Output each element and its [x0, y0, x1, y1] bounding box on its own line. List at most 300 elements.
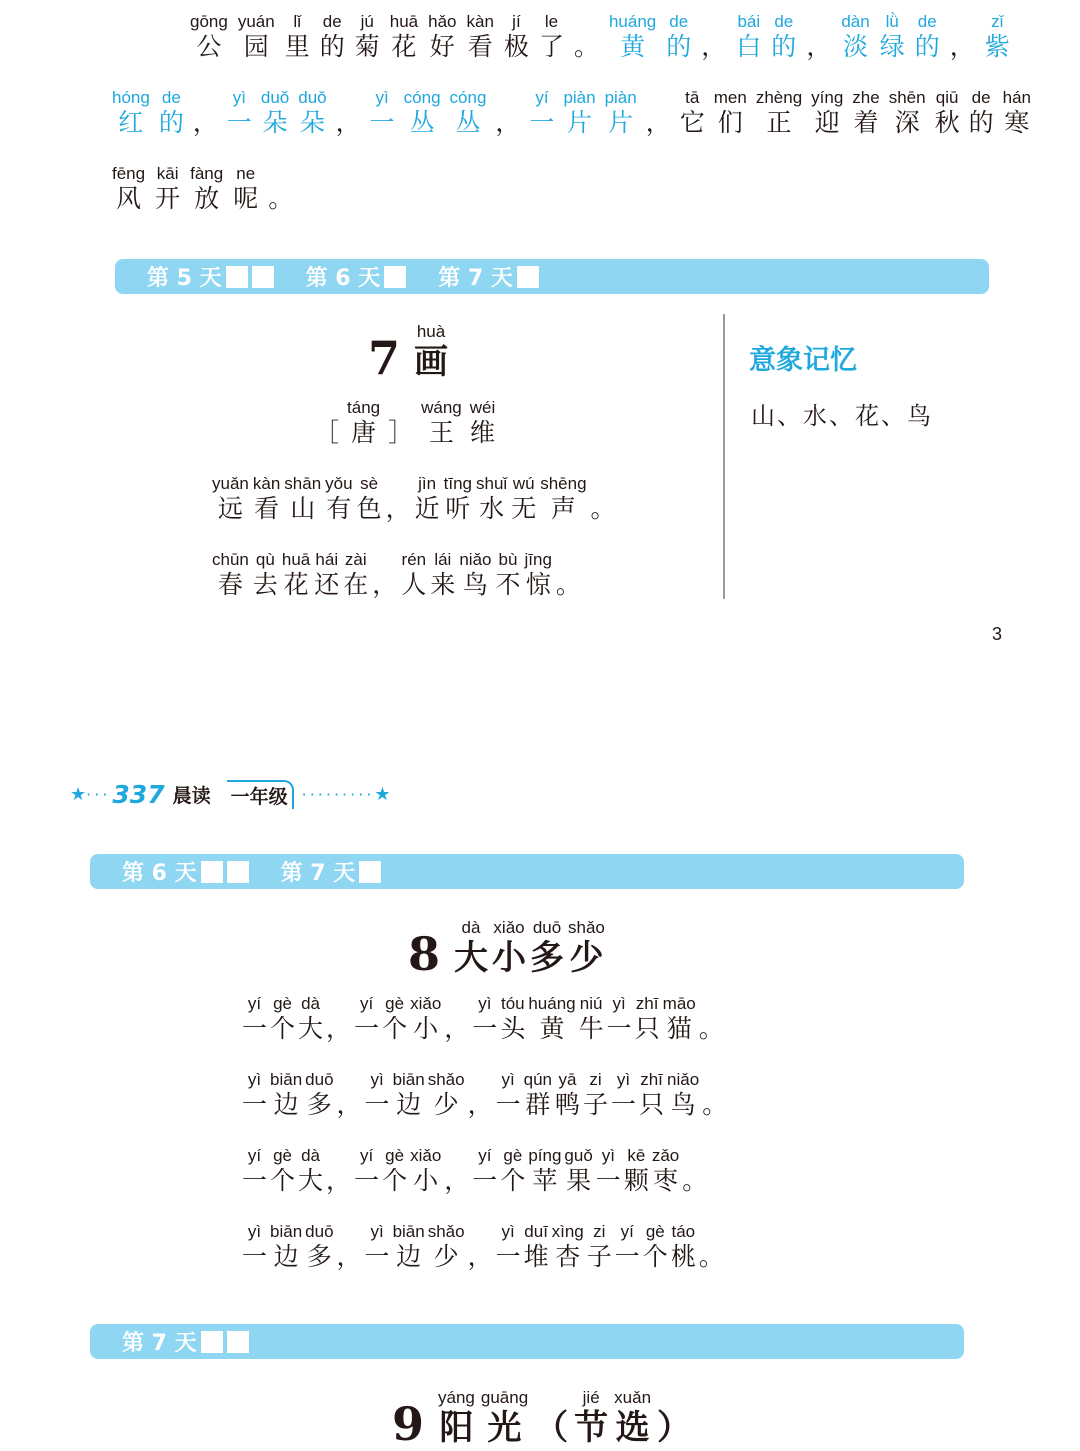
hanzi-unit: [336, 88, 361, 138]
hanzi-unit: [583, 1070, 608, 1120]
hanzi-unit: [472, 1146, 497, 1196]
hanzi: 堆: [523, 1242, 549, 1271]
pinyin: hǎo: [428, 12, 457, 31]
hanzi-unit: [454, 918, 488, 978]
pinyin: shān: [284, 474, 322, 493]
hanzi: 个: [382, 1166, 408, 1195]
hanzi-unit: [552, 1222, 584, 1272]
pinyin: gè: [503, 1146, 523, 1165]
hanzi-unit: [253, 474, 280, 524]
pinyin: dà: [301, 1146, 320, 1165]
hanzi-unit: [190, 164, 223, 214]
hanzi-unit: [242, 994, 267, 1044]
hanzi-unit: [699, 994, 724, 1044]
hanzi-unit: [242, 1146, 267, 1196]
hanzi-unit: [615, 1222, 640, 1272]
hanzi: 个: [270, 1166, 296, 1195]
pinyin: yì: [501, 1222, 515, 1241]
hanzi-unit: [382, 1146, 407, 1196]
pinyin: yì: [247, 1070, 262, 1089]
hanzi-unit: [701, 12, 726, 62]
pinyin: gè: [385, 1146, 405, 1165]
hanzi-unit: [500, 994, 525, 1044]
hanzi-unit: [495, 550, 520, 600]
hanzi-unit: [605, 88, 637, 138]
hanzi-unit: [574, 12, 599, 62]
hanzi: 一: [354, 1014, 380, 1043]
hanzi: 少: [569, 938, 604, 978]
hanzi: 子: [583, 1090, 609, 1119]
hanzi: 少: [433, 1090, 459, 1119]
hanzi-unit: [771, 12, 796, 62]
hanzi-unit: [699, 1222, 724, 1272]
pinyin: chūn: [212, 550, 249, 569]
hanzi-unit: [579, 994, 604, 1044]
pinyin: tóu: [501, 994, 525, 1013]
hanzi-unit: [428, 1222, 465, 1272]
hanzi-unit: [212, 474, 249, 524]
hanzi: 朵: [262, 108, 288, 137]
hanzi: 春: [217, 570, 243, 599]
hanzi: 在: [343, 570, 369, 599]
day-label: 第 5 天: [147, 266, 222, 291]
hanzi: 公: [196, 32, 222, 61]
memory-text: 山、水、花、鸟: [751, 402, 933, 430]
hanzi-unit: [393, 1222, 425, 1272]
hanzi: ）: [657, 1408, 692, 1448]
hanzi: 个: [642, 1242, 668, 1271]
hanzi-unit: [915, 12, 940, 62]
pinyin: jú: [360, 12, 374, 31]
pinyin: duō: [305, 1070, 334, 1089]
checkbox[interactable]: [517, 266, 539, 288]
hanzi-unit: [337, 1070, 362, 1120]
hanzi: 。: [682, 1166, 708, 1195]
hanzi-unit: [414, 322, 448, 382]
day-label: 第 7 天: [438, 266, 513, 291]
hanzi-unit: [511, 474, 536, 524]
hanzi: 子: [586, 1242, 612, 1271]
poem-number: 8: [408, 927, 441, 981]
hanzi-unit: [285, 12, 310, 62]
hanzi-unit: [889, 88, 926, 138]
hanzi: 丛: [455, 108, 481, 137]
hanzi: ，: [949, 32, 975, 61]
hanzi-unit: [680, 88, 705, 138]
hanzi-unit: [354, 1146, 379, 1196]
hanzi-unit: [614, 1388, 651, 1448]
hanzi: 秋: [934, 108, 960, 137]
hanzi: 小: [413, 1166, 439, 1195]
hanzi: 看: [467, 32, 493, 61]
pinyin: fàng: [190, 164, 224, 183]
hanzi: 绿: [879, 32, 905, 61]
hanzi: 个: [500, 1166, 526, 1195]
hanzi: 色: [356, 494, 382, 523]
pinyin: duǒ: [260, 88, 290, 107]
hanzi-unit: [643, 1222, 668, 1272]
hanzi: 它: [679, 108, 705, 137]
pinyin: yì: [370, 1222, 384, 1241]
pinyin: niǎo: [459, 550, 492, 569]
pinyin: duī: [524, 1222, 548, 1241]
hanzi-unit: [736, 12, 761, 62]
hanzi-unit: [756, 88, 802, 138]
hanzi: 果: [566, 1166, 592, 1195]
pinyin: yáng: [438, 1388, 475, 1407]
hanzi: ，: [701, 32, 727, 61]
hanzi-unit: [524, 1070, 552, 1120]
hanzi: ，: [806, 32, 832, 61]
hanzi-unit: [524, 1222, 549, 1272]
hanzi-unit: [242, 1070, 267, 1120]
hanzi-unit: [470, 398, 496, 448]
hanzi-unit: [450, 88, 487, 138]
day-marker: [438, 261, 539, 292]
hanzi-unit: [415, 474, 440, 524]
hanzi: 。: [573, 32, 599, 61]
poem-line: [242, 1070, 727, 1120]
hanzi: 。: [555, 570, 581, 599]
hanzi: 少: [433, 1242, 459, 1271]
hanzi: 一: [595, 1166, 621, 1195]
pinyin: yì: [601, 1146, 615, 1165]
pinyin: guǒ: [564, 1146, 593, 1165]
hanzi: 好: [429, 32, 455, 61]
hanzi-unit: [657, 1388, 691, 1448]
hanzi: 大: [298, 1166, 324, 1195]
pinyin: lǐ: [293, 12, 301, 31]
hanzi-unit: [386, 474, 411, 524]
pinyin: cóng: [403, 88, 441, 107]
hanzi-unit: [528, 994, 575, 1044]
hanzi-unit: [370, 88, 395, 138]
pinyin: zhī: [640, 1070, 663, 1089]
checkbox[interactable]: [359, 861, 381, 883]
hanzi: 片: [608, 108, 634, 137]
hanzi: 一: [364, 1242, 390, 1271]
hanzi-unit: [935, 88, 960, 138]
hanzi-unit: [326, 1146, 351, 1196]
hanzi-unit: [238, 12, 275, 62]
hanzi: 深: [894, 108, 920, 137]
hanzi: ，: [336, 1090, 362, 1119]
hanzi: 颗: [623, 1166, 649, 1195]
pinyin: de: [161, 88, 181, 107]
hanzi: ，: [444, 1166, 470, 1195]
checkbox[interactable]: [226, 266, 248, 288]
hanzi: （: [534, 1408, 569, 1448]
hanzi-unit: [852, 88, 879, 138]
pinyin: xiǎo: [493, 918, 525, 937]
hanzi: 群: [525, 1090, 551, 1119]
hanzi-unit: [314, 398, 339, 448]
hanzi-unit: [365, 1222, 390, 1272]
checkbox[interactable]: [252, 266, 274, 288]
hanzi-unit: [227, 88, 252, 138]
day-progress-bar: [90, 854, 964, 889]
hanzi-unit: [841, 12, 869, 62]
hanzi-unit: [591, 474, 616, 524]
hanzi-unit: [390, 12, 418, 62]
hanzi-unit: [671, 1222, 696, 1272]
hanzi-unit: [646, 88, 671, 138]
pinyin: yí: [478, 1146, 492, 1165]
hanzi: 一: [242, 1242, 268, 1271]
pinyin: niǎo: [667, 1070, 700, 1089]
hanzi: 迎: [814, 108, 840, 137]
pinyin: de: [774, 12, 794, 31]
hanzi: 的: [914, 32, 940, 61]
pinyin: yuán: [237, 12, 275, 31]
pinyin: de: [917, 12, 937, 31]
hanzi-unit: [112, 164, 145, 214]
pinyin: wáng: [421, 398, 462, 417]
pinyin: māo: [662, 994, 696, 1013]
pinyin: lǜ: [885, 12, 899, 31]
hanzi: 山: [290, 494, 316, 523]
hanzi: 有: [326, 494, 352, 523]
hanzi: 的: [666, 32, 692, 61]
poem-author: [314, 398, 495, 448]
hanzi-unit: [525, 550, 552, 600]
hanzi-unit: [607, 994, 632, 1044]
hanzi-unit: [305, 1070, 333, 1120]
hanzi-unit: [298, 1146, 323, 1196]
hanzi: 水: [479, 494, 505, 523]
star-icon: ★: [70, 783, 87, 805]
hanzi: ，: [645, 108, 671, 137]
hanzi: ，: [467, 1242, 493, 1271]
hanzi-unit: [337, 1222, 362, 1272]
pinyin: biān: [392, 1070, 425, 1089]
hanzi: 园: [243, 32, 269, 61]
checkbox[interactable]: [201, 861, 223, 883]
hanzi: 杏: [555, 1242, 581, 1271]
hanzi: 猫: [666, 1014, 692, 1043]
hanzi-unit: [667, 1070, 699, 1120]
hanzi: 。: [698, 1242, 724, 1271]
hanzi: 风: [116, 184, 142, 213]
pinyin: dàn: [841, 12, 870, 31]
pinyin: jí: [512, 12, 521, 31]
hanzi: 淡: [843, 32, 869, 61]
hanzi-unit: [261, 88, 289, 138]
hanzi-unit: [985, 12, 1010, 62]
pinyin: yì: [370, 1070, 384, 1089]
pinyin: píng: [528, 1146, 562, 1165]
hanzi-unit: [305, 1222, 333, 1272]
pinyin: zhe: [852, 88, 880, 107]
pinyin: yí: [359, 1146, 374, 1165]
hanzi: 的: [319, 32, 345, 61]
hanzi: 个: [270, 1014, 296, 1043]
hanzi-unit: [270, 1222, 302, 1272]
hanzi: 多: [306, 1242, 332, 1271]
hanzi: 菊: [354, 32, 380, 61]
pinyin: xìng: [551, 1222, 584, 1241]
hanzi-unit: [268, 164, 293, 214]
pinyin: fēng: [112, 164, 146, 183]
hanzi: 边: [273, 1090, 299, 1119]
hanzi: 里: [284, 32, 310, 61]
pinyin: jīng: [524, 550, 552, 569]
hanzi: 白: [736, 32, 762, 61]
hanzi: 听: [445, 494, 471, 523]
hanzi: 苹: [532, 1166, 558, 1195]
hanzi-unit: [326, 994, 351, 1044]
hanzi: 个: [382, 1014, 408, 1043]
pinyin: yí: [247, 994, 262, 1013]
hanzi-unit: [806, 12, 831, 62]
pinyin: tīng: [443, 474, 472, 493]
hanzi: 只: [639, 1090, 665, 1119]
pinyin: yíng: [811, 88, 844, 107]
hanzi: 一: [495, 1090, 521, 1119]
hanzi: 还: [314, 570, 340, 599]
pinyin: yì: [375, 88, 389, 107]
hanzi-unit: [950, 12, 975, 62]
hanzi: 牛: [578, 1014, 604, 1043]
hanzi: 放: [194, 184, 220, 213]
hanzi-unit: [635, 994, 660, 1044]
star-icon: ★: [374, 783, 391, 805]
hanzi-unit: [666, 12, 691, 62]
poem-number: 7: [368, 331, 401, 385]
hanzi-unit: [682, 1146, 707, 1196]
book-label: 晨读: [172, 784, 211, 807]
hanzi-unit: [811, 88, 843, 138]
hanzi: 多: [306, 1090, 332, 1119]
hanzi: 多: [530, 938, 565, 978]
checkbox[interactable]: [227, 861, 249, 883]
pinyin: gōng: [190, 12, 228, 31]
page-number: 3: [992, 624, 1003, 644]
hanzi-unit: [372, 550, 397, 600]
hanzi-unit: [393, 1070, 425, 1120]
pinyin: piàn: [604, 88, 637, 107]
day-label: 第 6 天: [305, 266, 381, 291]
day-marker: [281, 856, 382, 887]
pinyin: rén: [401, 550, 427, 569]
book-header: [70, 776, 391, 812]
hanzi-unit: [421, 398, 462, 448]
hanzi: 花: [391, 32, 417, 61]
hanzi-unit: [568, 918, 605, 978]
pinyin: gè: [273, 994, 292, 1013]
pinyin: yì: [612, 994, 626, 1013]
hanzi: ，: [192, 108, 218, 137]
hanzi-unit: [563, 88, 595, 138]
hanzi-unit: [476, 474, 507, 524]
hanzi-unit: [663, 994, 696, 1044]
hanzi: 小: [413, 1014, 439, 1043]
poem-line: [242, 994, 724, 1044]
hanzi-unit: [347, 398, 380, 448]
hanzi: 花: [283, 570, 309, 599]
hanzi-unit: [298, 994, 323, 1044]
hanzi-unit: [468, 1222, 493, 1272]
divider: [723, 314, 725, 599]
pinyin: yǒu: [325, 474, 353, 493]
pinyin: yì: [232, 88, 246, 107]
hanzi: 一: [242, 1090, 268, 1119]
pinyin: de: [322, 12, 342, 31]
pinyin: zi: [589, 1070, 602, 1089]
hanzi-unit: [556, 550, 581, 600]
hanzi: 边: [273, 1242, 299, 1271]
poem-number: 9: [392, 1397, 425, 1451]
pinyin: zhèng: [755, 88, 803, 107]
pinyin: huáng: [608, 12, 657, 31]
hanzi-unit: [112, 88, 150, 138]
hanzi: 极: [503, 32, 529, 61]
pinyin: shuǐ: [476, 474, 508, 493]
hanzi: 。: [590, 494, 616, 523]
day-progress-bar: [90, 1324, 964, 1359]
book-number: 337: [112, 779, 165, 809]
hanzi-unit: [528, 1146, 561, 1196]
hanzi: ，: [335, 108, 361, 137]
pinyin: biān: [392, 1222, 425, 1241]
pinyin: lái: [434, 550, 452, 569]
pinyin: yí: [535, 88, 549, 107]
poem-line: [112, 164, 293, 214]
pinyin: dà: [301, 994, 320, 1013]
hanzi-unit: [253, 550, 278, 600]
hanzi: ，: [336, 1242, 362, 1271]
poem-line: [242, 1146, 707, 1196]
hanzi-unit: [270, 1070, 302, 1120]
hanzi-unit: [702, 1070, 727, 1120]
hanzi-unit: [539, 12, 564, 62]
day-label: 第 7 天: [122, 1331, 197, 1356]
pinyin: yì: [478, 994, 492, 1013]
pinyin: yì: [501, 1070, 515, 1089]
hanzi: 一: [614, 1242, 640, 1271]
pinyin: hóng: [112, 88, 150, 107]
pinyin: zi: [593, 1222, 606, 1241]
hanzi-unit: [428, 1070, 465, 1120]
hanzi-unit: [193, 88, 218, 138]
hanzi: 边: [396, 1090, 422, 1119]
hanzi-unit: [574, 1388, 608, 1448]
hanzi-unit: [969, 88, 994, 138]
checkbox[interactable]: [384, 266, 406, 288]
hanzi: 片: [567, 108, 593, 137]
hanzi: 一: [242, 1014, 268, 1043]
pinyin: zài: [344, 550, 367, 569]
hanzi-unit: [298, 88, 326, 138]
hanzi: 大: [454, 938, 489, 978]
hanzi: 一: [472, 1014, 498, 1043]
hanzi-unit: [155, 164, 180, 214]
dotted-line: ·········: [301, 784, 375, 804]
pinyin: yì: [247, 1222, 262, 1241]
hanzi: 一: [529, 108, 555, 137]
pinyin: dà: [461, 918, 481, 937]
hanzi: 光: [487, 1408, 522, 1448]
hanzi-unit: [320, 12, 345, 62]
checkbox[interactable]: [201, 1331, 223, 1353]
pinyin: kàn: [466, 12, 494, 31]
pinyin: zhī: [635, 994, 659, 1013]
poem-title: [392, 1388, 692, 1451]
hanzi-unit: [564, 1146, 592, 1196]
checkbox[interactable]: [227, 1331, 249, 1353]
pinyin: xuǎn: [614, 1388, 652, 1407]
pinyin: qù: [255, 550, 275, 569]
